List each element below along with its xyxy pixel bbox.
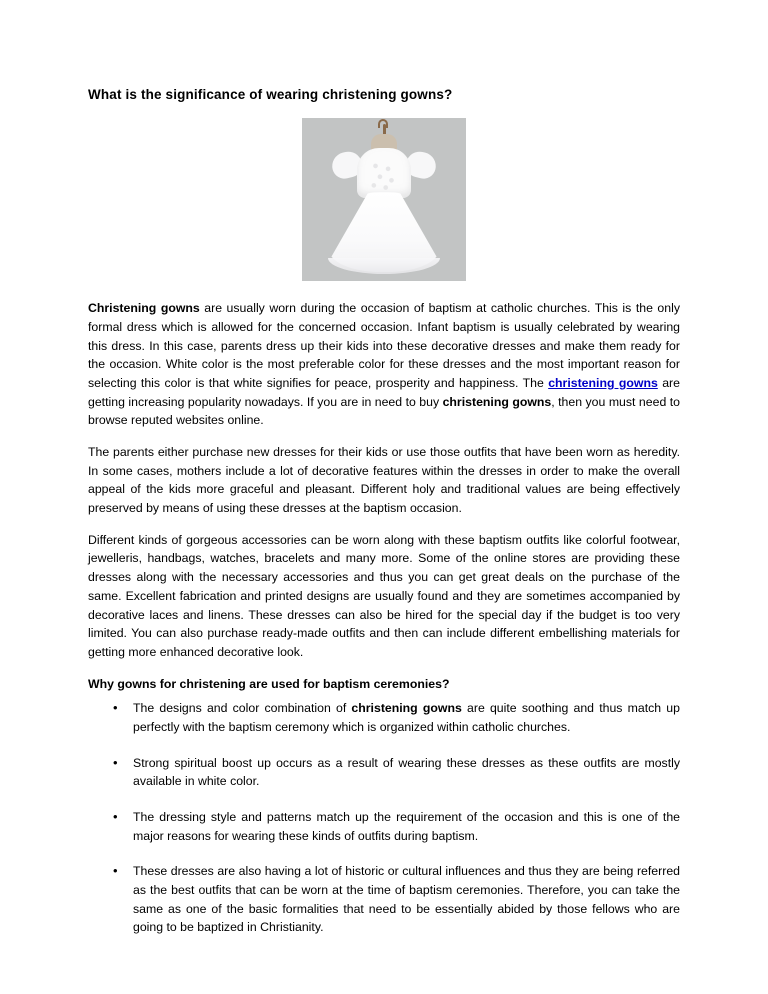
page-title: What is the significance of wearing christening gowns? bbox=[88, 87, 453, 102]
text-run: are usually worn during the occasion of baptism at catholic churches. This is the only formal dress which is allowed for the concerned occasion. Infant baptism is usually celebrated by wearing this dress. In this case, parents dress up their kids into these decorative dresses and make them ready for the occasion. White color is the most preferable color for these dresses and the most important reason for selecting this color is that white signifies for peace, prosperity and happiness. The bbox=[88, 301, 680, 390]
list-item bbox=[88, 754, 680, 791]
text-run: are quite soothing and thus match up perfectly with the baptism ceremony which is organized within catholic churches. bbox=[133, 701, 680, 734]
benefits-list bbox=[88, 699, 680, 937]
gown-lace-detail bbox=[367, 158, 401, 194]
section-subheading: Why gowns for christening are used for baptism ceremonies? bbox=[88, 676, 450, 691]
text-run: The parents either purchase new dresses for their kids or use those outfits that have been worn as heredity. In some cases, mothers include a lot of decorative features within the dresses in order to make the overall appeal of the kids more graceful and pleasant. Different holy and traditional values are being effectively preserved by means of using these dresses at the baptism occasion. bbox=[88, 445, 680, 516]
text-run: , then you must need to browse reputed websites online. bbox=[88, 394, 680, 428]
christening-gown-image bbox=[302, 118, 466, 281]
emphasis-text: christening gowns bbox=[442, 394, 552, 409]
document-content bbox=[88, 86, 680, 954]
list-item bbox=[88, 699, 680, 736]
text-run: Strong spiritual boost up occurs as a result of wearing these dresses as these outfits are mostly available in white color. bbox=[133, 755, 680, 789]
gown-skirt-hem bbox=[328, 258, 440, 274]
inline-link[interactable]: christening gowns bbox=[548, 375, 658, 390]
emphasis-text: Christening gowns bbox=[88, 301, 200, 316]
paragraph bbox=[88, 443, 680, 518]
list-item bbox=[88, 862, 680, 937]
figure-block bbox=[88, 118, 680, 281]
text-run: These dresses are also having a lot of historic or cultural influences and thus they are being referred as the best outfits that can be worn at the time of baptism ceremonies. Therefore, you can take the same as one of the basic formalities that need to be essentially abided by those fellows who are going to be baptized in Christianity. bbox=[133, 864, 680, 935]
text-run: are getting increasing popularity nowadays. If you are in need to buy bbox=[88, 375, 680, 409]
paragraph bbox=[88, 299, 680, 430]
list-item bbox=[88, 808, 680, 845]
emphasis-text: christening gowns bbox=[351, 701, 462, 716]
paragraph bbox=[88, 531, 680, 662]
body-paragraphs bbox=[88, 299, 680, 661]
text-run: Different kinds of gorgeous accessories can be worn along with these baptism outfits like colorful footwear, jewelleris, handbags, watches, bracelets and many more. Some of the online stores are providing these dresses along with the necessary accessories and thus you can get great deals on the purchase of the same. Excellent fabrication and printed designs are usually found and they are sometimes accompanied by decorative laces and linens. These dresses can also be hired for the special day if the budget is too very limited. You can also purchase ready-made outfits and then can include different embellishing materials for getting more enhanced decorative look. bbox=[88, 532, 680, 659]
text-run: The dressing style and patterns match up the requirement of the occasion and this is one of the major reasons for wearing these kinds of outfits during baptism. bbox=[133, 810, 680, 843]
text-run: The designs and color combination of bbox=[133, 701, 352, 716]
